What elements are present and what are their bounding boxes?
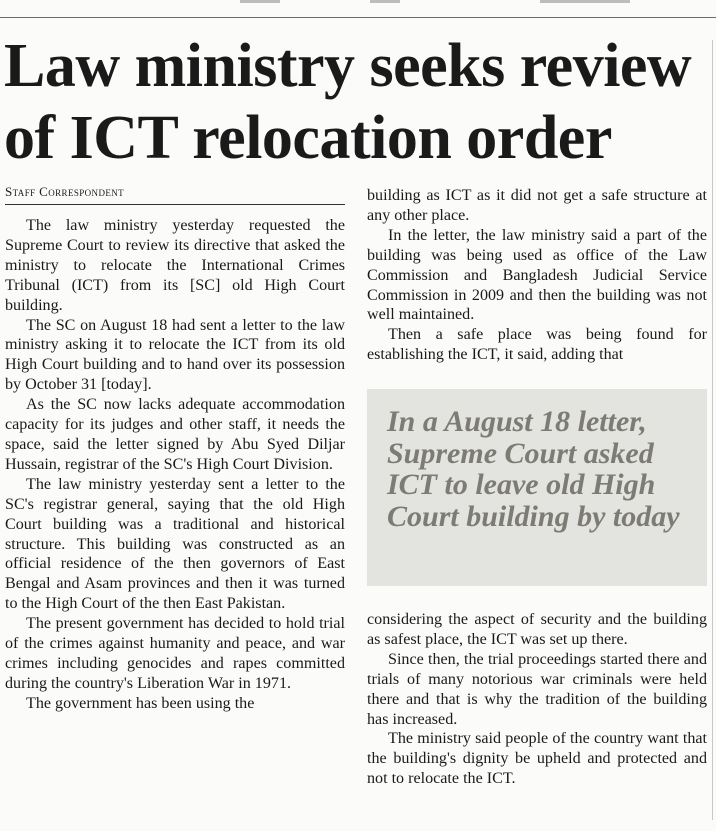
pull-quote: In a August 18 letter, Supreme Court asked ICT to leave old High Court building by today bbox=[387, 405, 680, 533]
paragraph: The ministry said people of the country want that the building's dignity be upheld and protected and not to relocate the ICT. bbox=[367, 730, 707, 788]
paragraph: Since then, the trial proceedings started there and trials of many notorious war criminals were held there and that is why the tradition of the building has increased. bbox=[367, 650, 707, 728]
left-column bbox=[5, 216, 345, 714]
paragraph: The law ministry yesterday sent a letter to the SC's registrar general, saying that the old High Court building was a traditional and historical structure. This building was constructed as an official residence of the then governors of East Bengal and Asam provinces and then it was turned to the High Court of the then East Pakistan. bbox=[5, 475, 345, 613]
right-column-bottom bbox=[367, 610, 707, 789]
paragraph: The present government has decided to hold trial of the crimes against humanity and peace, and war crimes including genocides and rapes committed during the country's Liberation War in 1971. bbox=[5, 615, 345, 692]
headline bbox=[4, 30, 712, 174]
paragraph: The law ministry yesterday requested the Supreme Court to review its directive that asked the ministry to relocate the International Crimes Tribunal (ICT) from its [SC] old High Court building. bbox=[5, 217, 345, 314]
paragraph: building as ICT as it did not get a safe structure at any other place. bbox=[367, 187, 707, 224]
headline-line-2: of ICT relocation order bbox=[4, 104, 612, 172]
headline-line-1: Law ministry seeks review bbox=[4, 32, 692, 100]
previous-article-remnant bbox=[240, 0, 716, 8]
paragraph: In the letter, the law ministry said a part of the building was being used as office of the Law Commission and Bangladesh Judicial Service Commission in 2009 and then the building was not well maintained. bbox=[367, 226, 707, 324]
paragraph: The SC on August 18 had sent a letter to the law ministry asking it to relocate the ICT from its old High Court building and to hand over its possession by October 31 [today]. bbox=[5, 316, 345, 394]
paragraph: As the SC now lacks adequate accommodation capacity for its judges and other staff, it needs the space, said the letter signed by Abu Syed Diljar Hussain, registrar of the SC's High Court Division. bbox=[5, 396, 345, 473]
right-column-top bbox=[367, 186, 707, 365]
paragraph: considering the aspect of security and the building as safest place, the ICT was set up there. bbox=[367, 611, 707, 648]
byline: Staff Correspondent bbox=[5, 184, 345, 205]
paragraph: Then a safe place was being found for establishing the ICT, it said, adding that bbox=[367, 326, 707, 364]
top-divider bbox=[0, 17, 716, 18]
pull-quote-box bbox=[367, 389, 707, 586]
right-column-rule bbox=[712, 40, 713, 820]
paragraph: The government has been using the bbox=[26, 694, 255, 712]
